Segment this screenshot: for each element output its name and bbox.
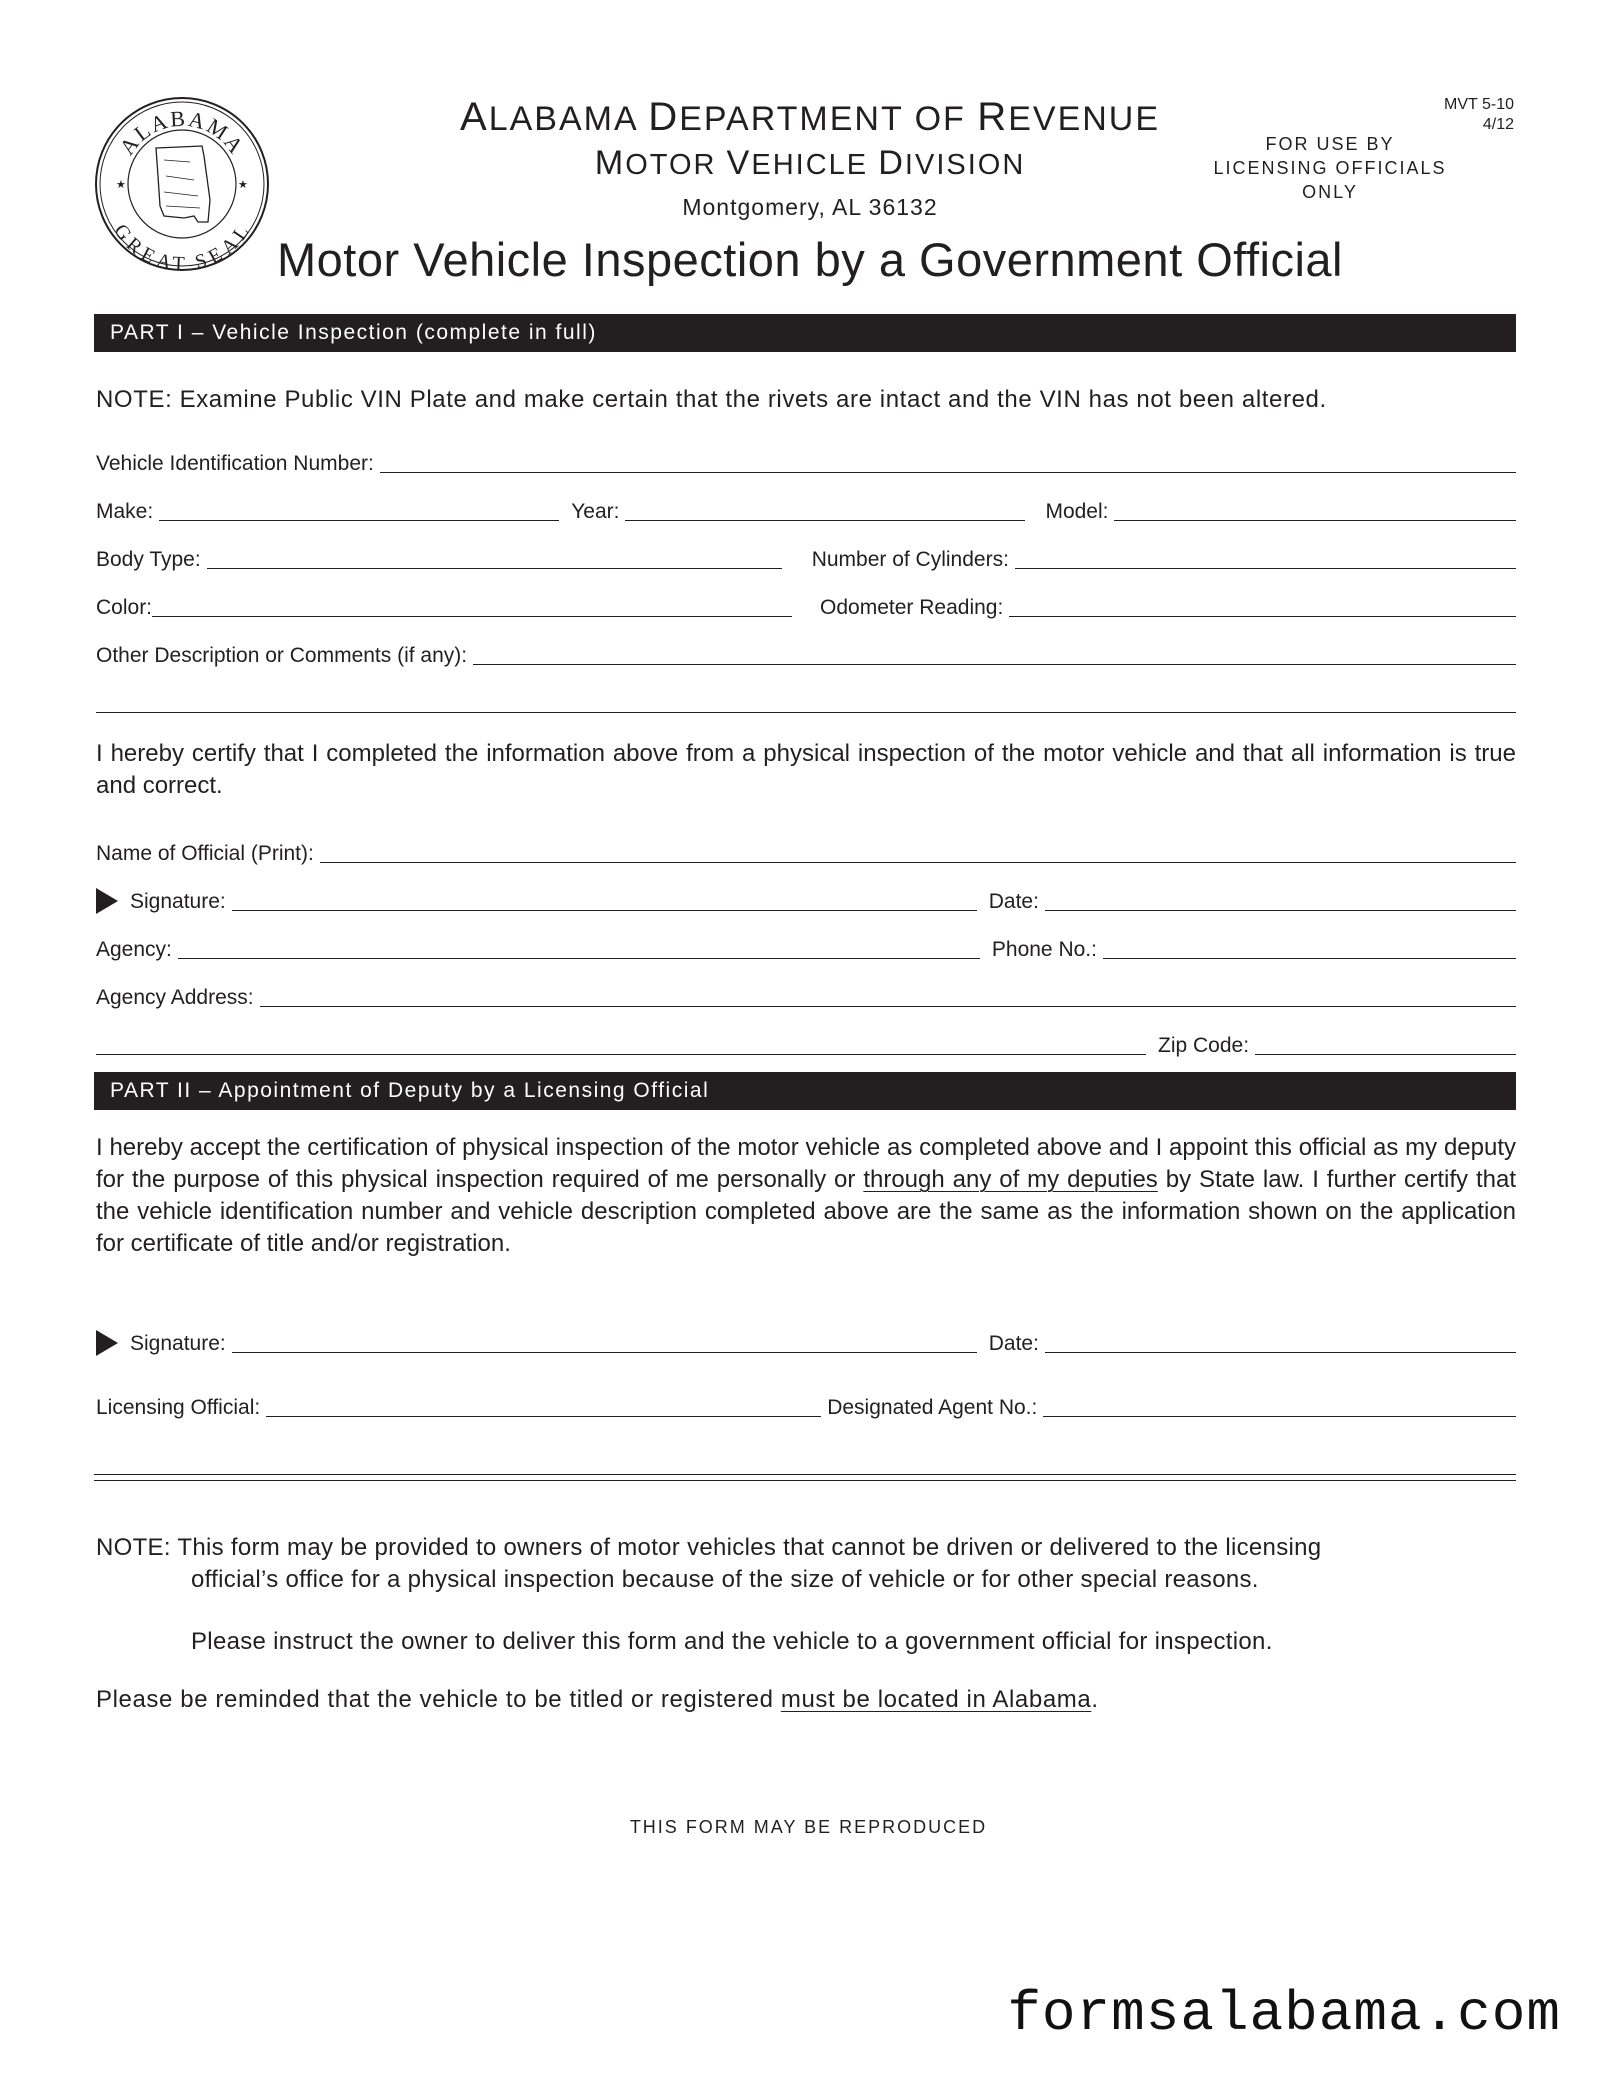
color-odometer-row	[96, 590, 1516, 620]
sign-here-arrow-icon-2	[96, 1330, 118, 1356]
site-watermark: formsalabama.com	[1007, 1982, 1561, 2046]
odometer-field[interactable]	[1009, 594, 1516, 617]
svg-text:★: ★	[238, 179, 248, 191]
part2-header-bar: PART II – Appointment of Deputy by a Licensing Official	[94, 1072, 1516, 1110]
agency-address-field-2[interactable]	[96, 1032, 1146, 1055]
reminder-text-a: Please be reminded that the vehicle to be titled or registered	[96, 1686, 781, 1713]
svg-text:★: ★	[116, 179, 126, 191]
page-title: Motor Vehicle Inspection by a Government Official	[277, 233, 1343, 286]
vin-row	[96, 446, 1516, 476]
phone-field[interactable]	[1103, 936, 1516, 959]
model-field[interactable]	[1114, 498, 1516, 521]
vin-label: Vehicle Identification Number:	[96, 452, 374, 475]
part1-signature-label: Signature:	[130, 890, 226, 913]
address-zip-row	[96, 1028, 1516, 1058]
part1-date-label: Date:	[988, 890, 1039, 913]
year-label: Year:	[571, 500, 620, 523]
division-name: MOTOR VEHICLE DIVISION	[594, 144, 1026, 182]
body-type-field[interactable]	[207, 546, 782, 569]
other-description-field[interactable]	[473, 642, 1516, 665]
color-field[interactable]	[152, 594, 792, 617]
footer-note	[96, 1532, 1456, 1658]
designated-agent-label: Designated Agent No.:	[827, 1396, 1038, 1419]
official-name-row	[96, 836, 1516, 866]
seal-top-text: ALABAMA	[114, 105, 250, 160]
part2-signature-row	[96, 1326, 1516, 1356]
agency-address-row	[96, 980, 1516, 1010]
part2-statement	[96, 1132, 1516, 1260]
use-by-line-3: ONLY	[1302, 182, 1358, 202]
make-label: Make:	[96, 500, 154, 523]
licensing-official-label: Licensing Official:	[96, 1396, 261, 1419]
footer-note-line-2: official’s office for a physical inspection because of the size of vehicle or for other special reasons.	[191, 1566, 1259, 1593]
use-by-line-1: FOR USE BY	[1265, 134, 1395, 154]
department-title: ALABAMA DEPARTMENT OF REVENUE	[459, 94, 1161, 139]
part1-signature-row	[96, 884, 1516, 914]
designated-agent-field[interactable]	[1043, 1394, 1516, 1417]
other-description-label: Other Description or Comments (if any):	[96, 644, 468, 667]
seal-bottom-text: GREAT SEAL	[109, 219, 255, 272]
location-reminder	[96, 1686, 1099, 1714]
agency-address-label: Agency Address:	[96, 986, 254, 1009]
licensing-official-row	[96, 1390, 1516, 1420]
part2-date-field[interactable]	[1045, 1330, 1516, 1353]
color-label: Color:	[96, 596, 153, 619]
odometer-label: Odometer Reading:	[820, 596, 1004, 619]
footer-note-line-3: Please instruct the owner to deliver this form and the vehicle to a government official for inspection.	[191, 1628, 1273, 1655]
phone-label: Phone No.:	[991, 938, 1097, 961]
use-by-notice	[1195, 132, 1465, 204]
vin-field[interactable]	[380, 450, 1516, 473]
part1-signature-field[interactable]	[232, 888, 977, 911]
body-type-label: Body Type:	[96, 548, 201, 571]
agency-phone-row	[96, 932, 1516, 962]
zip-code-label: Zip Code:	[1158, 1034, 1250, 1057]
part2-date-label: Date:	[988, 1332, 1039, 1355]
reproduce-notice: THIS FORM MAY BE REPRODUCED	[629, 1817, 988, 1837]
year-field[interactable]	[625, 498, 1025, 521]
zip-code-field[interactable]	[1255, 1032, 1516, 1055]
part2-statement-text-a: I hereby accept the certification of physical inspection of the motor vehicle as completed above and I appoint this official as my deputy for the purpose of this physical inspection required of me personally or	[96, 1134, 1516, 1193]
part1-note: NOTE: Examine Public VIN Plate and make certain that the rivets are intact and the VIN has not been altered.	[96, 386, 1327, 413]
footer-note-line-1: NOTE: This form may be provided to owners of motor vehicles that cannot be driven or delivered to the licensing	[96, 1534, 1322, 1561]
agency-field[interactable]	[178, 936, 980, 959]
form-code	[1444, 95, 1514, 135]
official-name-field[interactable]	[320, 840, 1516, 863]
model-label: Model:	[1045, 500, 1109, 523]
licensing-official-field[interactable]	[266, 1394, 821, 1417]
other-description-field-2[interactable]	[96, 690, 1516, 713]
agency-label: Agency:	[96, 938, 172, 961]
make-field[interactable]	[159, 498, 559, 521]
official-name-label: Name of Official (Print):	[96, 842, 314, 865]
cylinders-field[interactable]	[1015, 546, 1516, 569]
svg-text:ALABAMA	[114, 106, 250, 160]
cylinders-label: Number of Cylinders:	[811, 548, 1009, 571]
department-city: Montgomery, AL 36132	[682, 194, 938, 220]
part1-certification: I hereby certify that I completed the information above from a physical inspection of the motor vehicle and that all information is true and correct.	[96, 740, 1516, 799]
agency-address-field[interactable]	[260, 984, 1516, 1007]
form-revision-date: 4/12	[1482, 116, 1514, 133]
sign-here-arrow-icon	[96, 888, 118, 914]
other-description-row	[96, 638, 1516, 668]
make-year-model-row	[96, 494, 1516, 524]
part1-date-field[interactable]	[1045, 888, 1516, 911]
use-by-line-2: LICENSING OFFICIALS	[1213, 158, 1447, 178]
part2-statement-underlined: through any of my deputies	[863, 1166, 1158, 1193]
form-number: MVT 5-10	[1444, 96, 1514, 113]
section-divider	[94, 1474, 1516, 1481]
reminder-underlined: must be located in Alabama	[780, 1686, 1092, 1713]
part2-statement-text-b: by State law. I further certify that the vehicle identification number and vehicle description completed above are the same as the information shown on the application for certificate of title and/or registration.	[96, 1166, 1516, 1257]
body-cylinders-row	[96, 542, 1516, 572]
other-description-row-2	[96, 686, 1516, 716]
part2-signature-label: Signature:	[130, 1332, 226, 1355]
part1-header-bar: PART I – Vehicle Inspection (complete in full)	[94, 314, 1516, 352]
reminder-text-b: .	[1091, 1686, 1099, 1713]
part2-signature-field[interactable]	[232, 1330, 977, 1353]
